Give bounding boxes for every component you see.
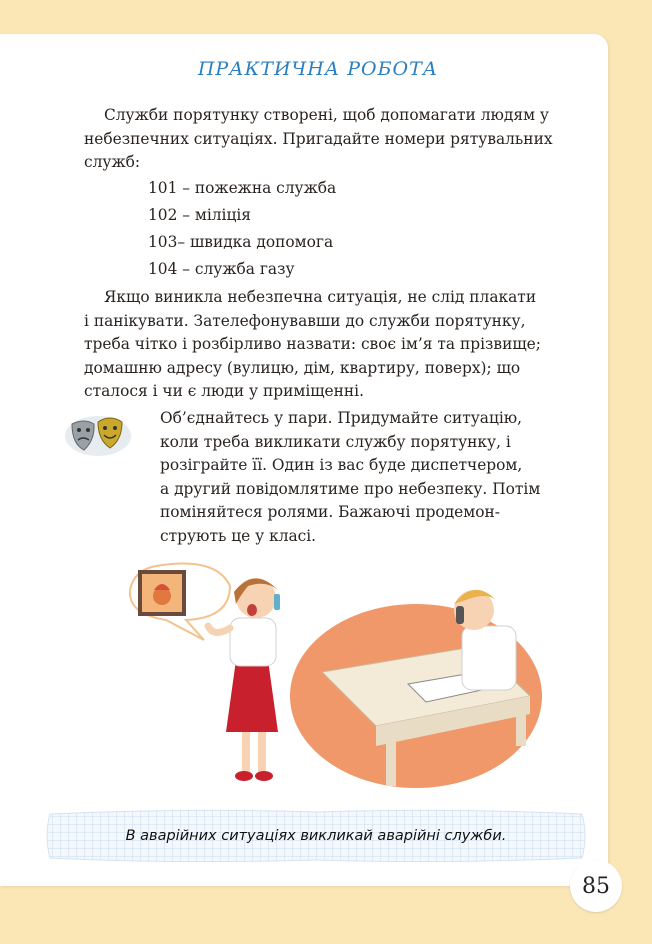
emergency-numbers-list [148, 176, 336, 284]
intro-line: небезпечних ситуаціях. Пригадайте номери рятувальних [84, 129, 553, 148]
advice-line: домашню адресу (вулицю, дім, квартиру, поверх); що [84, 358, 521, 377]
task-paragraph [160, 407, 580, 549]
advice-line: Якщо виникла небезпечна ситуація, не слід плакати [104, 288, 537, 306]
service-number: 103 [148, 233, 178, 251]
advice-line: сталося і чи є люди у приміщенні. [84, 382, 364, 400]
service-number: 104 [148, 260, 178, 278]
service-name: – швидка допомога [177, 233, 334, 251]
theatre-masks-icon [62, 410, 132, 462]
advice-paragraph [84, 286, 578, 404]
task-line: коли треба викликати службу порятунку, і [160, 432, 511, 451]
rule-banner-text: В аварійних ситуаціях викликай аварійні служби. [125, 828, 507, 844]
list-item [148, 257, 336, 284]
list-item [148, 203, 336, 230]
intro-line: служб: [84, 153, 141, 171]
phone-call-illustration [126, 556, 546, 790]
list-item [148, 176, 336, 203]
intro-line: Служби порятунку створені, щоб допомагати людям у [104, 106, 549, 124]
service-number: 102 [148, 206, 178, 224]
task-line: струють це у класі. [160, 526, 317, 545]
service-name: – міліція [182, 206, 252, 224]
list-item [148, 230, 336, 257]
task-line: а другий повідомлятиме про небезпеку. Потім [160, 479, 541, 498]
advice-line: і панікувати. Зателефонувавши до служби порятунку, [84, 311, 526, 330]
service-name: – пожежна служба [182, 179, 337, 197]
service-number: 101 [148, 179, 178, 197]
task-line: розіграйте її. Один із вас буде диспетчером, [160, 456, 523, 475]
page-number: 85 [570, 860, 622, 912]
advice-line: треба чітко і розбірливо назвати: своє ім’я та прізвище; [84, 335, 541, 353]
intro-paragraph [84, 104, 578, 175]
task-line: поміняйтеся ролями. Бажаючі продемон- [160, 503, 500, 522]
page-title: ПРАКТИЧНА РОБОТА [197, 58, 439, 80]
task-line: Об’єднайтесь у пари. Придумайте ситуацію, [160, 409, 523, 427]
service-name: – служба газу [182, 260, 295, 278]
